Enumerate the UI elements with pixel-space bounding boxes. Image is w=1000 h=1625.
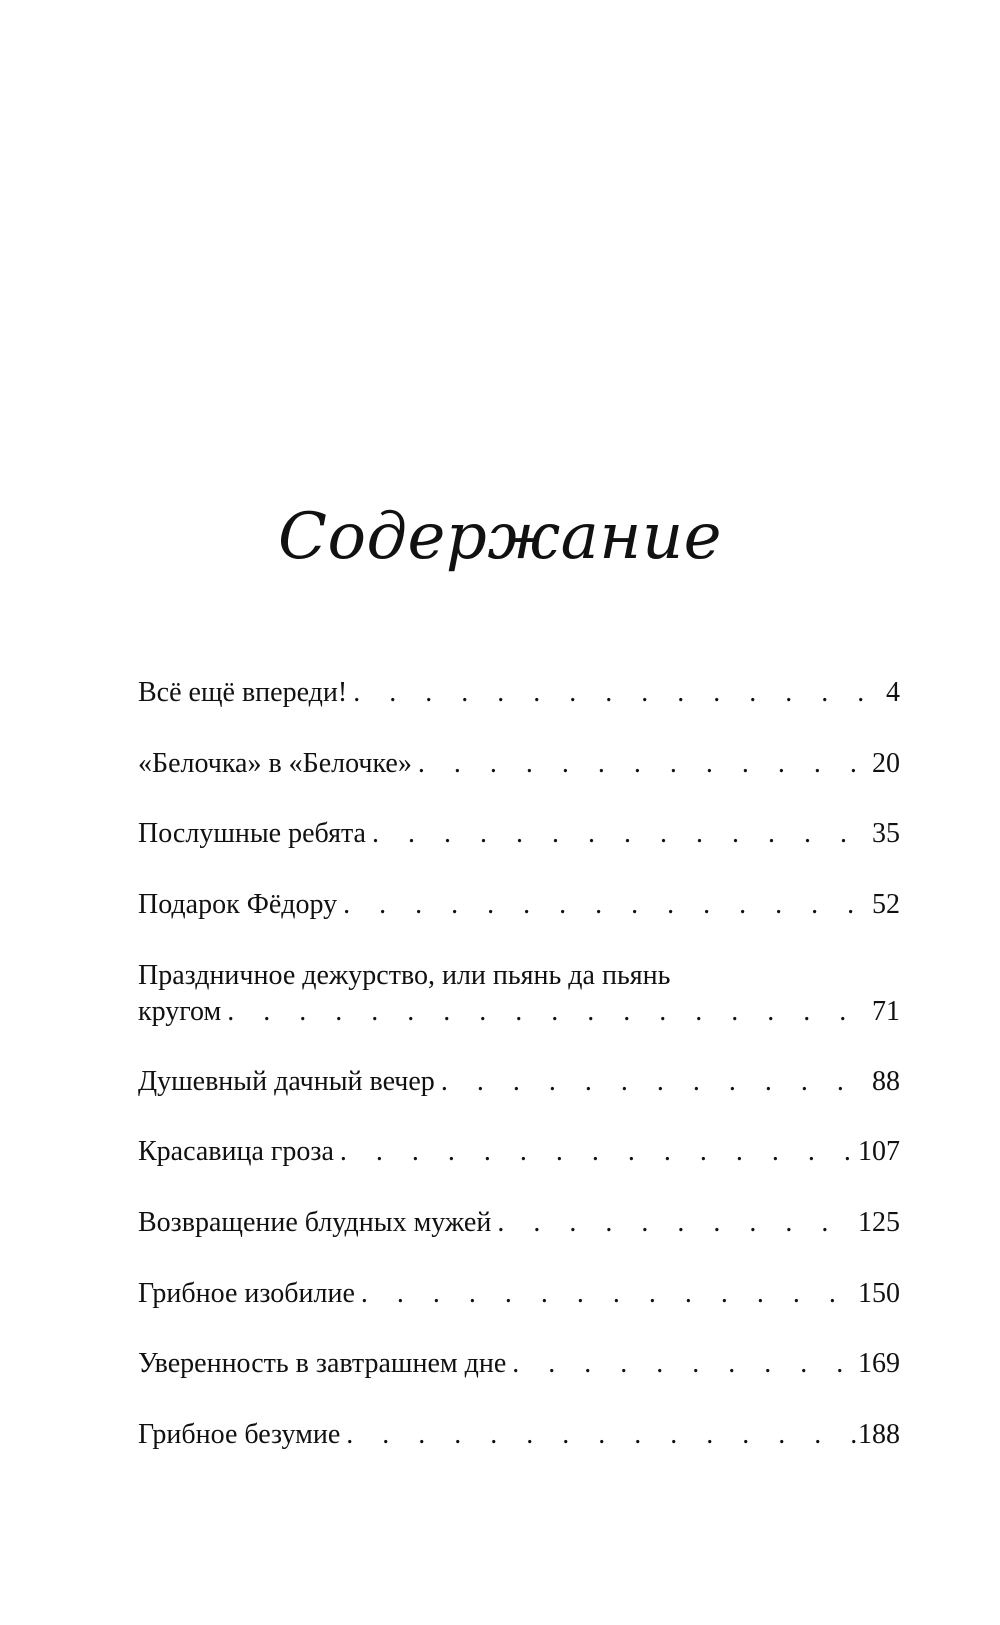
dot-leader — [366, 816, 872, 852]
toc-entry — [138, 816, 900, 852]
toc-entry — [138, 887, 900, 923]
dot-leader — [334, 1134, 858, 1170]
toc-entry-page: 71 — [872, 996, 900, 1027]
toc-entry-title: «Белочка» в «Белочке» — [138, 748, 412, 779]
dot-leader — [337, 887, 872, 923]
dot-leader — [340, 1417, 858, 1453]
toc-entry-title: Грибное безумие — [138, 1419, 341, 1450]
toc-entry-title-line1: Праздничное дежурство, или пьянь да пьянь — [138, 960, 671, 991]
toc-entry-page: 88 — [872, 1066, 900, 1097]
toc-entry — [138, 1205, 900, 1241]
dot-leader — [491, 1205, 858, 1241]
toc-entry-title: Подарок Фёдору — [138, 889, 338, 920]
dot-leader — [221, 994, 872, 1030]
toc-entry-page: 20 — [872, 748, 900, 779]
toc-entry — [138, 675, 900, 711]
toc-entry-title-line2: кругом — [138, 996, 222, 1027]
toc-entry-page: 52 — [872, 889, 900, 920]
toc-entry-title: Всё ещё впереди! — [138, 677, 348, 708]
toc-entry-page: 188 — [858, 1419, 900, 1450]
toc-entry — [138, 1134, 900, 1170]
toc-entry — [138, 1064, 900, 1100]
toc-entry-page: 169 — [858, 1348, 900, 1379]
toc-entry-title: Послушные ребята — [138, 818, 366, 849]
toc-entry-title: Возвращение блудных мужей — [138, 1207, 492, 1238]
toc-entry-page: 35 — [872, 818, 900, 849]
toc-entry — [138, 1276, 900, 1312]
toc-entry-title: Душевный дачный вечер — [138, 1066, 435, 1097]
dot-leader — [412, 746, 872, 782]
toc-entry-page: 4 — [886, 677, 900, 708]
dot-leader — [355, 1276, 858, 1312]
dot-leader — [506, 1346, 858, 1382]
toc-entry-page: 125 — [858, 1207, 900, 1238]
toc-entry — [138, 958, 900, 1030]
toc-entry-title: Красавица гроза — [138, 1136, 334, 1167]
dot-leader — [347, 675, 886, 711]
toc-entry-page: 107 — [858, 1136, 900, 1167]
dot-leader — [435, 1064, 872, 1100]
toc-entry-title: Уверенность в завтрашнем дне — [138, 1348, 507, 1379]
toc-entry — [138, 1346, 900, 1382]
toc-entry-page: 150 — [858, 1278, 900, 1309]
toc-entry-title: Грибное изобилие — [138, 1278, 355, 1309]
toc-entry — [138, 1417, 900, 1453]
toc-entry — [138, 746, 900, 782]
page-title: Содержание — [277, 500, 723, 574]
